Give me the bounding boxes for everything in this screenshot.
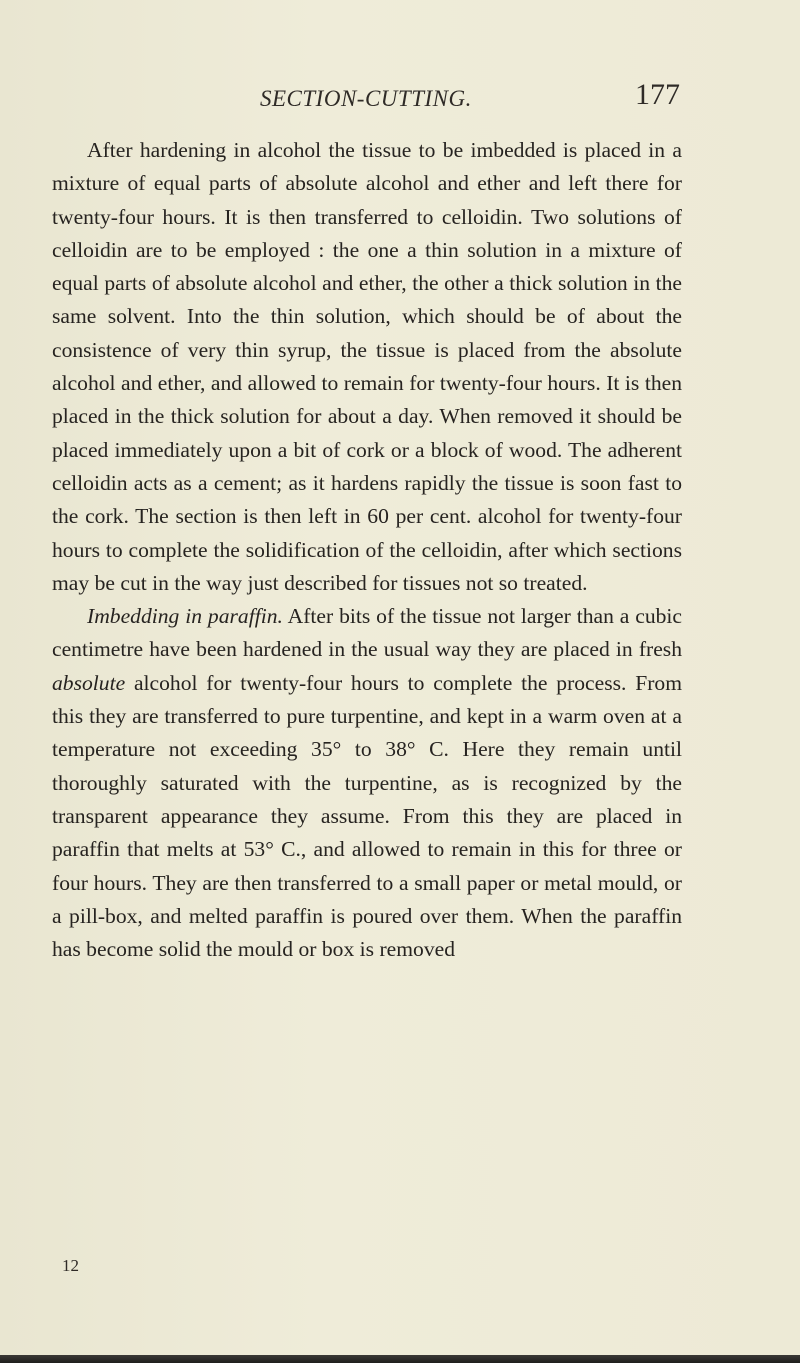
- paragraph-paraffin: [52, 600, 682, 966]
- page-number: 177: [635, 78, 680, 111]
- running-head: [260, 78, 700, 126]
- section-heading-paraffin: Imbedding in paraffin.: [87, 604, 283, 629]
- paraffin-text-part-1: After bits of the tissue not larger than a cubic centimetre have been hardened in the usual way they are placed in fresh: [52, 604, 682, 662]
- page-bottom-edge: [0, 1355, 800, 1363]
- signature-mark: 12: [62, 1256, 79, 1275]
- paraffin-text-part-2: alcohol for twenty-four hours to complete the process. From this they are transferred to pure turpentine, and kept in a warm oven at a temperature not exceeding 35° to 38° C. Here they remain until thoroughly saturated with the turpentine, as is recognized by the transparent appearance they assume. From this they are placed in paraffin that melts at 53° C., and allowed to remain in this for three or four hours. They are then transferred to a small paper or metal mould, or a pill-box, and melted paraffin is poured over them. When the paraffin has become solid the mould or box is removed: [52, 670, 682, 962]
- running-title: SECTION-CUTTING.: [260, 86, 472, 111]
- emphasis-absolute: absolute: [52, 670, 126, 695]
- paragraph-celloidin: After hardening in alcohol the tissue to be imbedded is placed in a mixture of equal parts of absolute alcohol and ether and left there for twenty-four hours. It is then transferred to celloidin. Two solutions of celloidin are to be employed : the one a thin solution in a mixture of equal parts of absolute alcohol and ether, the other a thick solution in the same solvent. Into the thin solution, which should be of about the consistence of very thin syrup, the tissue is placed from the absolute alcohol and ether, and allowed to remain for twenty-four hours. It is then placed in the thick solution for about a day. When removed it should be placed immediately upon a bit of cork or a block of wood. The adherent celloidin acts as a cement; as it hardens rapidly the tissue is soon fast to the cork. The section is then left in 60 per cent. alcohol for twenty-four hours to complete the solidification of the celloidin, after which sections may be cut in the way just described for tissues not so treated.: [52, 138, 682, 595]
- body-text: [52, 134, 682, 966]
